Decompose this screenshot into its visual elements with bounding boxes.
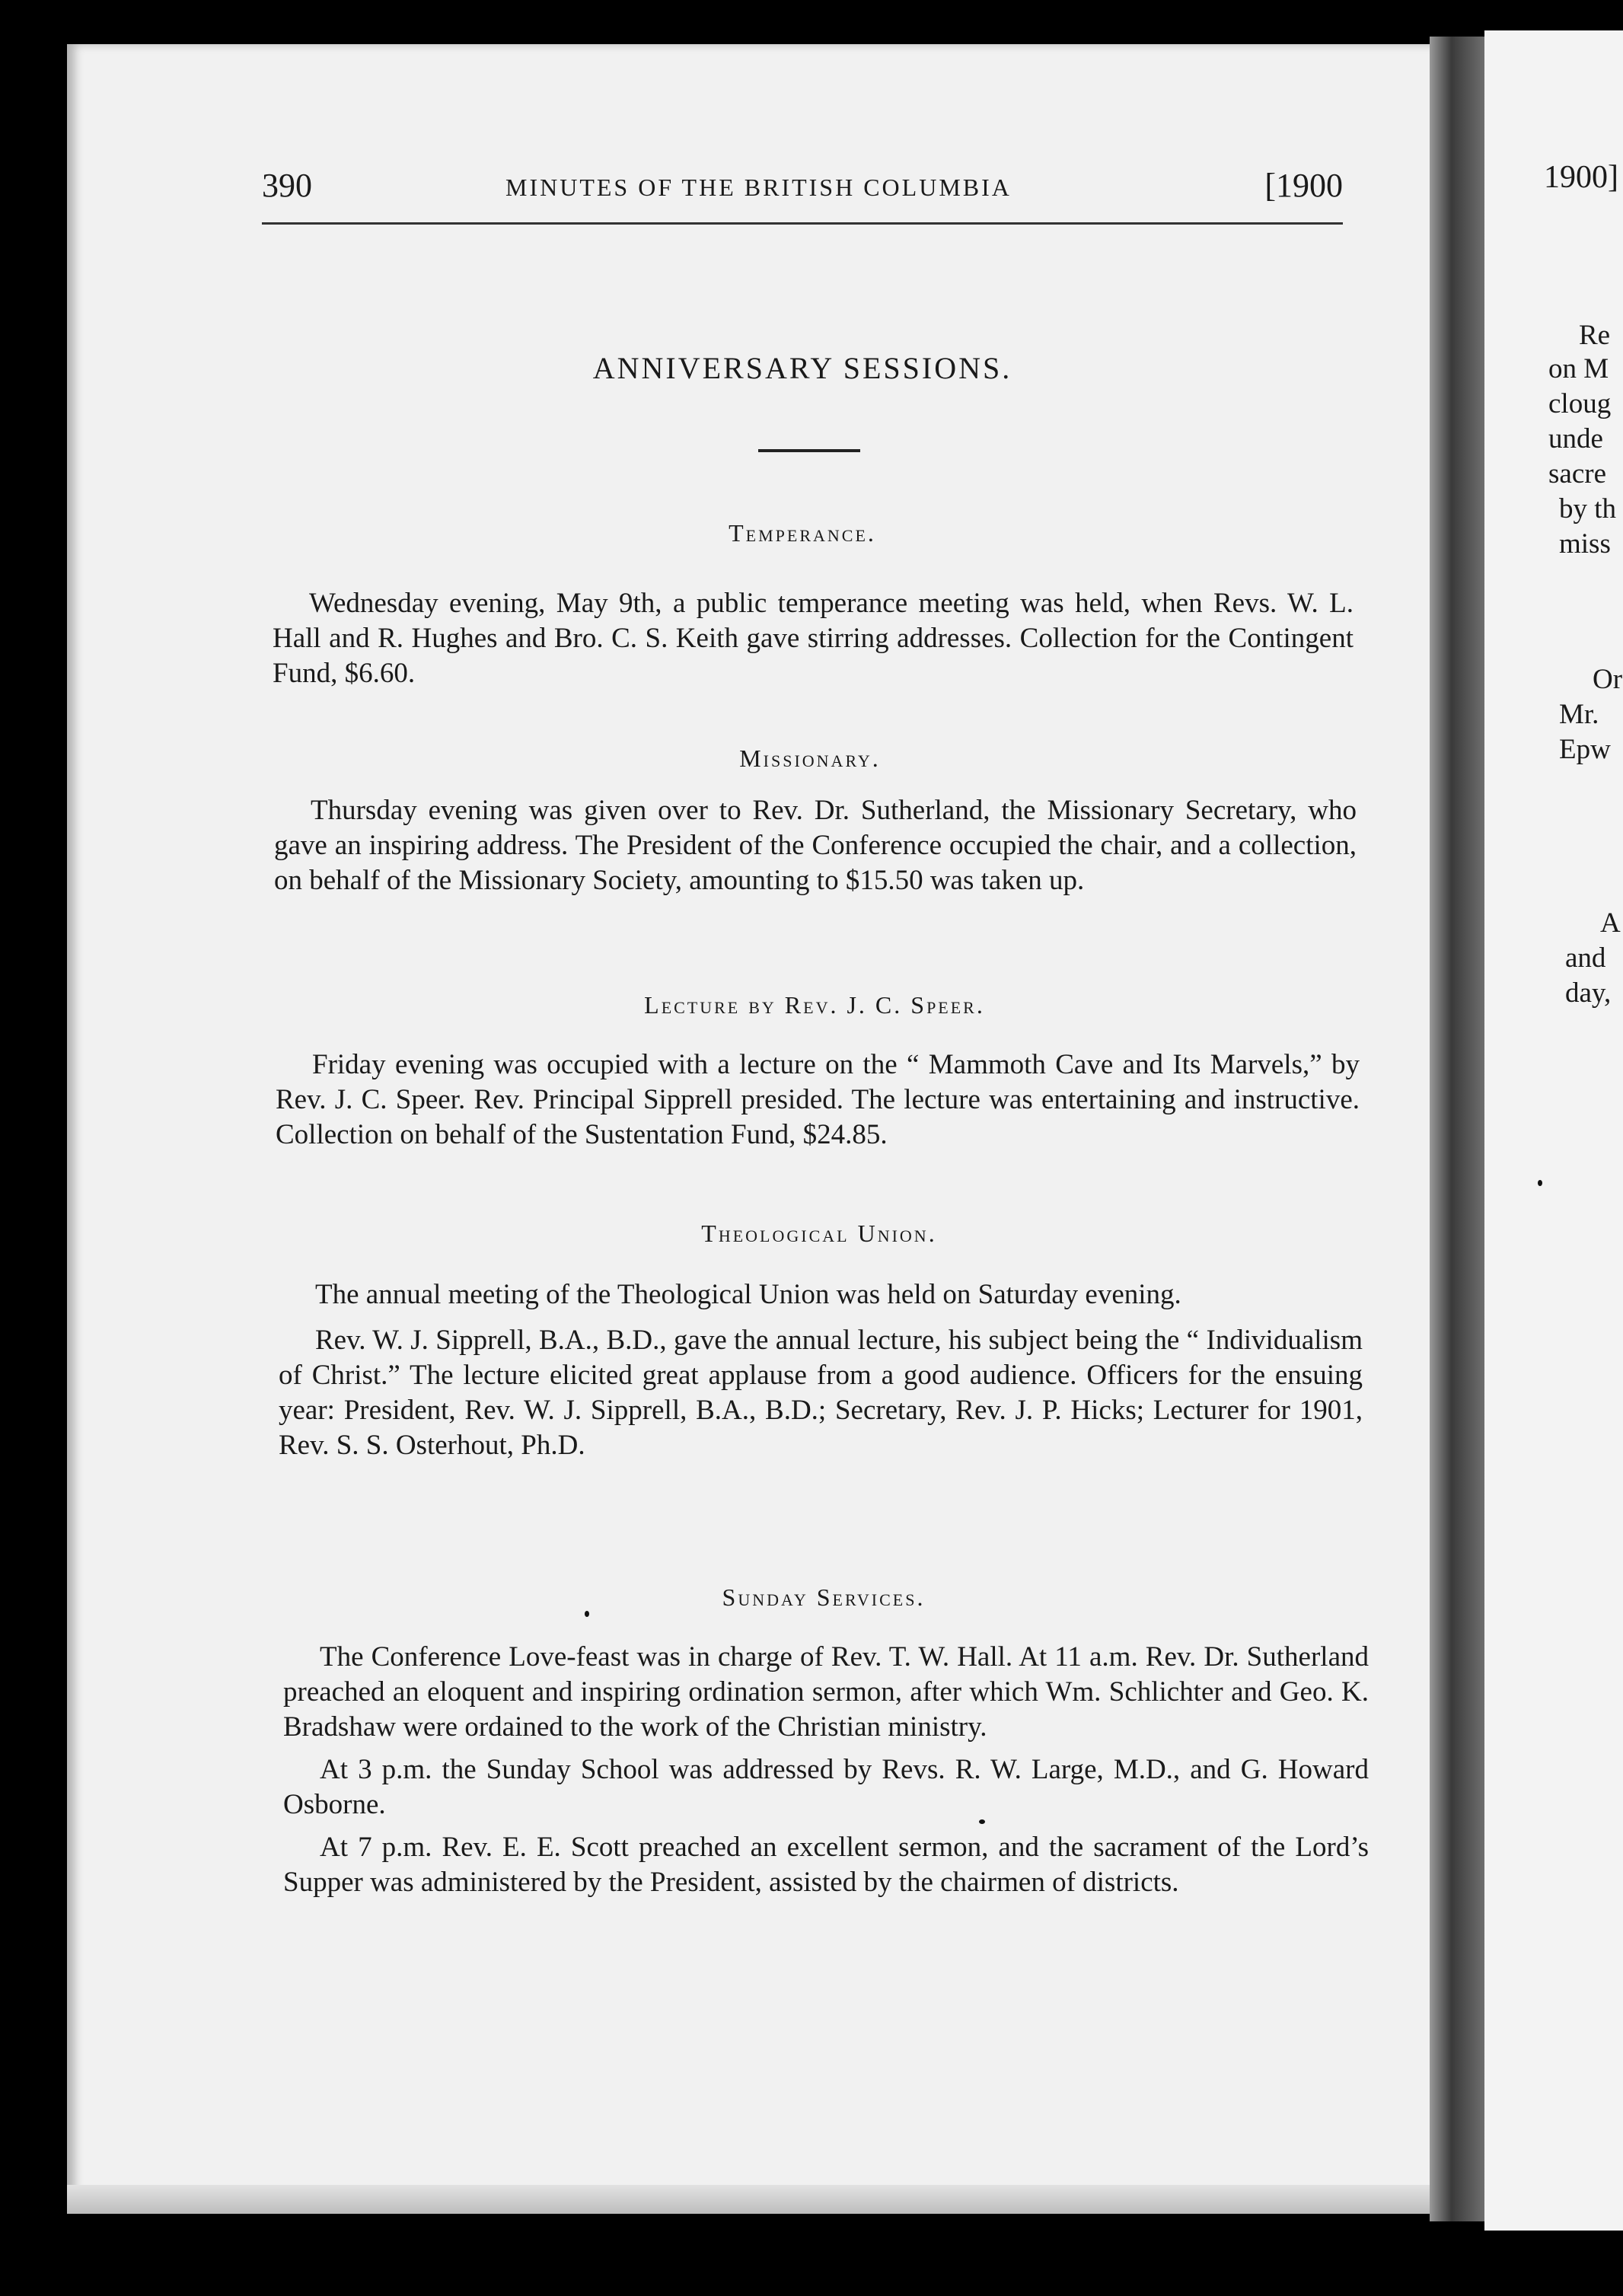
print-speck (979, 1819, 985, 1824)
right-page-line: on M (1548, 353, 1609, 384)
right-page-line: and (1565, 942, 1606, 974)
right-page-line: sacre (1548, 458, 1606, 489)
section-heading-temperance: Temperance. (729, 519, 876, 547)
book-gutter (1430, 37, 1484, 2221)
right-page-line: Mr. (1559, 699, 1599, 730)
page-title: ANNIVERSARY SESSIONS. (592, 351, 1012, 385)
right-page-line: unde (1548, 423, 1603, 454)
paragraph: Rev. W. J. Sipprell, B.A., B.D., gave the annual lecture, his subject being the “ Individualism of Christ.” The lecture elicited great applause from a good audience. Officers for the ensuing year: President, Rev. W. J. Sipprell, B.A., B.D.; Secretary, Rev. J. P. Hicks; Lecturer for 1901, Rev. S. S. Osterhout, Ph.D. (279, 1325, 1363, 1461)
section-body-sunday (283, 1640, 1369, 1900)
paragraph: At 7 p.m. Rev. E. E. Scott preached an excellent sermon, and the sacrament of the Lord’s Supper was administered by the President, assisted by the chairmen of districts. (283, 1832, 1369, 1898)
right-page-line: A (1600, 907, 1621, 939)
print-speck (1538, 1180, 1542, 1186)
running-header (262, 166, 1343, 215)
right-page-line: Epw (1559, 734, 1611, 765)
right-page-fragment (1538, 0, 1623, 2296)
header-year: [1900 (1264, 167, 1343, 204)
section-heading-missionary: Missionary. (739, 745, 881, 772)
right-page-line: day, (1565, 977, 1612, 1009)
page-number: 390 (262, 167, 312, 204)
section-body-missionary (274, 793, 1357, 898)
right-page-line: by th (1559, 493, 1617, 525)
title-rule (758, 449, 860, 452)
paragraph: The annual meeting of the Theological Union was held on Saturday evening. (315, 1279, 1181, 1310)
running-title: MINUTES OF THE BRITISH COLUMBIA (505, 174, 1012, 201)
right-page-line: miss (1559, 528, 1611, 560)
section-body-theological (279, 1277, 1363, 1463)
section-heading-theological: Theological Union. (701, 1220, 937, 1247)
paragraph: Wednesday evening, May 9th, a public temperance meeting was held, when Revs. W. L. Hall and R. Hughes and Bro. C. S. Keith gave stirring addresses. Collection for the Contingent Fund, $6.60. (273, 588, 1354, 689)
paragraph: Friday evening was occupied with a lecture on the “ Mammoth Cave and Its Marvels,” by Rev. J. C. Speer. Rev. Principal Sipprell presided. The lecture was entertaining and instructive. Collection on behalf of the Sustentation Fund, $24.85. (276, 1049, 1360, 1150)
section-heading-lecture: Lecture by Rev. J. C. Speer. (644, 991, 985, 1019)
paragraph: At 3 p.m. the Sunday School was addressed by Revs. R. W. Large, M.D., and G. Howard Osborne. (283, 1754, 1369, 1820)
section-body-lecture (276, 1048, 1360, 1153)
section-heading-sunday: Sunday Services. (722, 1583, 926, 1611)
section-body-temperance (273, 586, 1354, 691)
right-page-line: cloug (1548, 388, 1612, 419)
print-speck (585, 1611, 589, 1617)
right-page-line: Re (1579, 320, 1611, 351)
paragraph: Thursday evening was given over to Rev. Dr. Sutherland, the Missionary Secretary, who gave an inspiring address. The President of the Conference occupied the chair, and a collection, on behalf of the Missionary Society, amounting to $15.50 was taken up. (274, 795, 1357, 896)
right-page-header: 1900] (1544, 160, 1618, 195)
right-page-line: Or (1593, 664, 1623, 695)
header-rule (262, 222, 1343, 225)
paragraph: The Conference Love-feast was in charge of Rev. T. W. Hall. At 11 a.m. Rev. Dr. Sutherland preached an eloquent and inspiring ordination sermon, after which Wm. Schlichter and Geo. K. Bradshaw were ordained to the work of the Christian ministry. (283, 1641, 1369, 1743)
